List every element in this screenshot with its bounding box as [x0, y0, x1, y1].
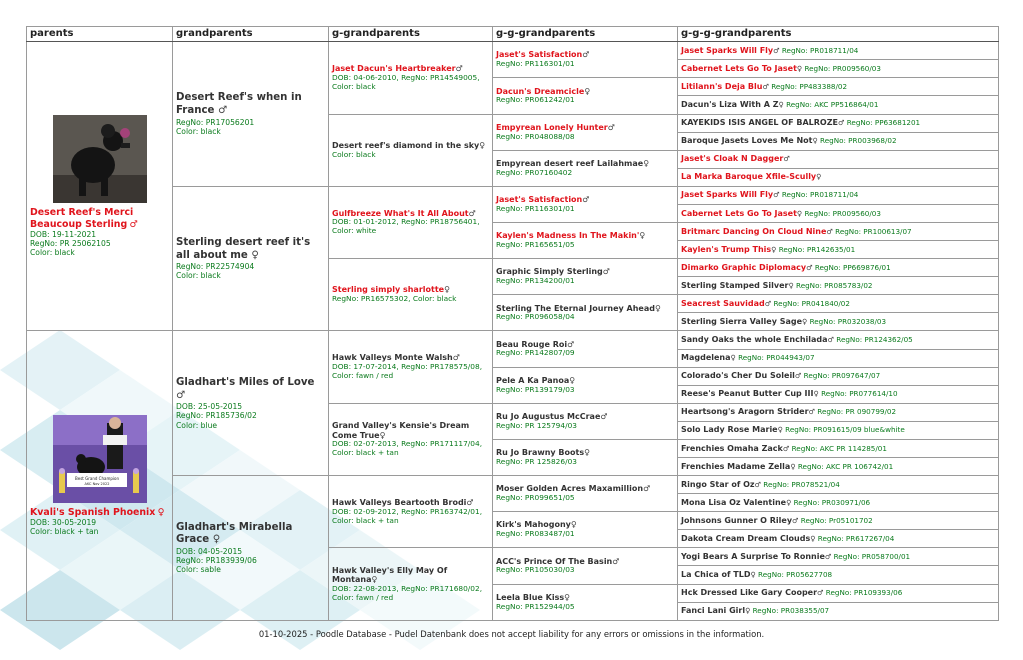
col-header-g-g-g-grandparents: g-g-g-grandparents [678, 27, 999, 42]
g-g-g-grandparent-reg: RegNo: PR109393/06 [825, 588, 903, 598]
g-g-g-grandparent-name: Reese's Peanut Butter Cup III [681, 389, 814, 399]
g-g-g-grandparent-reg: RegNo: PR617267/04 [817, 533, 895, 543]
g-g-g-grandparent-name: La Chica of TLD [681, 570, 751, 580]
g-g-g-grandparent-cell [678, 259, 999, 277]
sex-symbol: ♂ [567, 339, 575, 349]
sex-symbol: ♂ [582, 50, 590, 60]
g-grandparent-name: Hawk Valleys Beartooth Brodi [332, 497, 467, 507]
g-g-grandparent-name: Pele A Ka Panoa [496, 375, 570, 385]
sex-symbol: ♂ [217, 104, 228, 116]
g-g-g-grandparent-name: Cabernet Lets Go To Jaset [681, 63, 797, 73]
sex-symbol: ♂ [600, 412, 608, 422]
g-g-grandparent-cell [493, 186, 678, 222]
g-g-grandparent-reg: RegNo: PR099651/05 [496, 493, 575, 503]
g-g-grandparent-reg: RegNo: PR165651/05 [496, 239, 575, 249]
g-g-grandparent-reg: RegNo: PR07160402 [496, 167, 573, 177]
parent-color: Color: black [30, 248, 75, 258]
sex-symbol: ♂ [808, 407, 815, 417]
grandparent-name: Gladhart's Mirabella Grace [176, 521, 293, 546]
g-g-grandparent-name: Ru Jo Brawny Boots [496, 448, 585, 458]
g-g-g-grandparent-cell [678, 494, 999, 512]
sex-symbol: ♂ [773, 190, 780, 200]
sex-symbol: ♀ [816, 172, 822, 182]
parent-cell [27, 42, 173, 331]
g-grandparent-info: Color: fawn / red [332, 370, 394, 380]
header-row [27, 27, 999, 42]
g-g-g-grandparent-reg: RegNo: PR003968/02 [820, 136, 897, 146]
grandparent-cell [173, 476, 329, 621]
g-g-g-grandparent-reg: RegNo: PR100613/07 [835, 226, 912, 236]
grandparent-name-row [176, 92, 325, 118]
table-row [27, 42, 999, 60]
g-g-g-grandparent-reg: RegNo: PR05627708 [758, 570, 833, 580]
g-g-g-grandparent-cell [678, 512, 999, 530]
g-grandparent-cell [329, 476, 493, 548]
g-grandparent-info: DOB: 02-09-2012, RegNo: PR163742/01, [332, 506, 483, 516]
g-g-g-grandparent-name: Colorado's Cher Du Soleil [681, 371, 795, 381]
g-g-grandparent-cell [493, 78, 678, 114]
g-g-g-grandparent-name: La Marka Baroque Xfile-Scully [681, 172, 817, 182]
g-g-grandparent-cell [493, 114, 678, 150]
sex-symbol: ♂ [466, 497, 474, 507]
parent-cell [27, 331, 173, 621]
g-g-grandparent-reg: RegNo: PR 125794/03 [496, 420, 577, 430]
g-g-g-grandparent-cell [678, 548, 999, 566]
show-photo [53, 415, 147, 503]
sex-symbol: ♂ [783, 154, 790, 164]
sex-symbol: ♂ [129, 218, 138, 230]
g-g-g-grandparent-name: Britmarc Dancing On Cloud Nine [681, 226, 827, 236]
grandparent-cell [173, 331, 329, 476]
parent-reg: RegNo: PR 25062105 [30, 239, 111, 249]
g-grandparent-cell [329, 42, 493, 114]
g-g-g-grandparent-reg: RegNo: AKC PP516864/01 [786, 100, 879, 110]
g-grandparent-name: Jaset Dacun's Heartbreaker [332, 64, 456, 74]
g-g-grandparent-reg: RegNo: PR152944/05 [496, 601, 575, 611]
sex-symbol: ♂ [754, 479, 761, 489]
g-g-grandparent-cell [493, 439, 678, 475]
footer-disclaimer: 01-10-2025 - Poodle Database - Pudel Datenbank does not accept liability for any errors or omissions in the information. [258, 629, 765, 639]
g-g-g-grandparent-cell [678, 457, 999, 475]
g-g-grandparent-reg: RegNo: PR142807/09 [496, 348, 575, 358]
sex-symbol: ♂ [762, 81, 769, 91]
g-g-g-grandparent-name: Jaset Sparks Will Fly [681, 190, 774, 200]
g-g-g-grandparent-cell [678, 204, 999, 222]
sex-symbol: ♀ [812, 136, 818, 146]
g-g-g-grandparent-name: Magdelena [681, 353, 731, 363]
g-g-g-grandparent-cell [678, 295, 999, 313]
grandparent-reg: RegNo: PR183939/06 [176, 556, 257, 566]
g-g-g-grandparent-name: Seacrest Sauvidad [681, 298, 765, 308]
grandparent-reg: RegNo: PR17056201 [176, 117, 255, 127]
sex-symbol: ♂ [176, 389, 186, 401]
g-g-g-grandparent-reg: RegNo: PP669876/01 [814, 262, 891, 272]
g-g-g-grandparent-name: Fanci Lani Girl [681, 606, 746, 616]
col-header-grandparents: grandparents [173, 27, 329, 42]
g-g-g-grandparent-reg: RegNo: PP63681201 [846, 118, 921, 128]
g-grandparent-name-row [332, 566, 489, 586]
g-g-grandparent-reg: RegNo: PR096058/04 [496, 312, 575, 322]
g-g-g-grandparent-name: Baroque Jasets Loves Me Not [681, 136, 813, 146]
sex-symbol: ♂ [827, 335, 834, 345]
sex-symbol: ♀ [479, 140, 486, 150]
g-grandparent-name: Sterling simply sharlotte [332, 285, 445, 295]
sex-symbol: ♀ [786, 497, 792, 507]
grandparent-name: Gladhart's Miles of Love [176, 376, 315, 388]
g-g-g-grandparent-name: Cabernet Lets Go To Jaset [681, 208, 797, 218]
g-g-g-grandparent-name: Dakota Cream Dream Clouds [681, 533, 811, 543]
g-g-grandparent-cell [493, 295, 678, 331]
grandparent-name: Desert Reef's when in France [176, 92, 302, 116]
g-g-g-grandparent-cell [678, 602, 999, 620]
grandparent-name-row [176, 522, 325, 548]
g-g-g-grandparent-cell [678, 277, 999, 295]
g-grandparent-info: DOB: 02-07-2013, RegNo: PR171117/04, [332, 439, 483, 449]
g-g-g-grandparent-cell [678, 114, 999, 132]
g-g-g-grandparent-cell [678, 132, 999, 150]
g-grandparent-info: Color: white [332, 226, 377, 236]
grandparent-color: Color: black [176, 126, 221, 136]
g-g-g-grandparent-name: Frenchies Madame Zella [681, 461, 791, 471]
g-g-grandparent-cell [493, 548, 678, 584]
g-g-g-grandparent-name: Solo Lady Rose Marie [681, 425, 778, 435]
sex-symbol: ♀ [371, 575, 378, 585]
g-g-g-grandparent-reg: RegNo: PR038355/07 [752, 606, 830, 616]
sex-symbol: ♀ [788, 280, 794, 290]
g-grandparent-info: Color: black + tan [332, 515, 399, 525]
g-grandparent-cell [329, 331, 493, 403]
sex-symbol: ♂ [794, 371, 802, 381]
parent-name-row [30, 207, 169, 230]
col-header-g-g-grandparents: g-g-grandparents [493, 27, 678, 42]
g-g-g-grandparent-name: Heartsong's Aragorn Strider [681, 407, 809, 417]
g-g-grandparent-cell [493, 403, 678, 439]
g-g-g-grandparent-reg: RegNo: PR 090799/02 [817, 407, 897, 417]
g-g-grandparent-cell [493, 222, 678, 258]
grandparent-name-row [176, 237, 325, 263]
sex-symbol: ♂ [455, 64, 463, 74]
sex-symbol: ♀ [564, 592, 570, 602]
g-grandparent-cell [329, 259, 493, 331]
g-g-grandparent-name: Jaset's Satisfaction [496, 195, 583, 205]
grandparent-reg: RegNo: PR185736/02 [176, 411, 257, 421]
g-g-g-grandparent-cell [678, 476, 999, 494]
g-g-g-grandparent-cell [678, 78, 999, 96]
sex-symbol: ♀ [730, 353, 736, 363]
g-g-grandparent-name: Graphic Simply Sterling [496, 267, 603, 277]
g-g-grandparent-cell [493, 476, 678, 512]
g-g-grandparent-name: Moser Golden Acres Maxamillion [496, 484, 644, 494]
parent-dob: DOB: 19-11-2021 [30, 229, 97, 239]
g-g-grandparent-cell [493, 512, 678, 548]
g-g-g-grandparent-reg: RegNo: PR058700/01 [833, 552, 911, 562]
g-grandparent-name: Hawk Valleys Monte Walsh [332, 353, 453, 363]
g-g-g-grandparent-cell [678, 60, 999, 78]
sex-symbol: ♀ [771, 244, 777, 254]
g-g-g-grandparent-cell [678, 439, 999, 457]
g-g-g-grandparent-reg: RegNo: PR142635/01 [778, 244, 856, 254]
grandparent-name-row [176, 377, 325, 403]
sex-symbol: ♂ [452, 353, 460, 363]
g-g-grandparent-cell [493, 331, 678, 367]
g-g-g-grandparent-reg: RegNo: PR091615/09 blue&white [785, 425, 905, 435]
g-g-g-grandparent-cell [678, 241, 999, 259]
g-g-grandparent-reg: RegNo: PR134200/01 [496, 276, 575, 286]
g-grandparent-info: Color: black [332, 81, 376, 91]
g-g-grandparent-reg: RegNo: PR139179/03 [496, 384, 575, 394]
g-g-g-grandparent-reg: RegNo: PR018711/04 [781, 45, 859, 55]
g-grandparent-name: Grand Valley's Kensie's Dream Come True [332, 420, 470, 440]
grandparent-dob: DOB: 25-05-2015 [176, 402, 243, 412]
g-grandparent-info: DOB: 22-08-2013, RegNo: PR171680/02, [332, 584, 483, 594]
grandparent-color: Color: black [176, 271, 221, 281]
g-grandparent-cell [329, 114, 493, 186]
g-grandparent-info: DOB: 01-01-2012, RegNo: PR18756401, [332, 217, 480, 227]
sex-symbol: ♀ [745, 606, 751, 616]
parent-dob: DOB: 30-05-2019 [30, 518, 97, 528]
g-g-g-grandparent-cell [678, 168, 999, 186]
grandparent-dob: DOB: 04-05-2015 [176, 547, 243, 557]
g-g-g-grandparent-cell [678, 222, 999, 240]
g-g-grandparent-name: Leela Blue Kiss [496, 592, 565, 602]
sex-symbol: ♀ [810, 533, 816, 543]
sex-symbol: ♀ [639, 231, 646, 241]
g-g-g-grandparent-cell [678, 313, 999, 331]
sex-symbol: ♂ [824, 552, 832, 562]
sex-symbol: ♀ [584, 448, 590, 458]
sex-symbol: ♀ [379, 430, 386, 440]
g-g-grandparent-reg: RegNo: PR083487/01 [496, 529, 575, 539]
g-g-g-grandparent-name: Yogi Bears A Surprise To Ronnie [681, 552, 825, 562]
sex-symbol: ♂ [612, 556, 620, 566]
g-g-g-grandparent-reg: RegNo: AKC PR 106742/01 [797, 461, 894, 471]
sex-symbol: ♀ [570, 520, 577, 530]
g-g-g-grandparent-reg: RegNo: PR044943/07 [738, 353, 815, 363]
grandparent-color: Color: blue [176, 420, 218, 430]
sex-symbol: ♀ [802, 317, 808, 326]
sex-symbol: ♂ [468, 208, 476, 218]
g-g-grandparent-name: Beau Rouge Roi [496, 339, 568, 349]
g-grandparent-info: DOB: 17-07-2014, RegNo: PR178575/08, [332, 362, 483, 372]
g-g-g-grandparent-reg: RegNo: PP483388/02 [771, 81, 848, 91]
sex-symbol: ♀ [569, 375, 576, 385]
sex-symbol: ♀ [157, 506, 165, 518]
g-g-g-grandparent-cell [678, 367, 999, 385]
g-g-g-grandparent-cell [678, 150, 999, 168]
g-grandparent-info: Color: black + tan [332, 448, 399, 458]
g-grandparent-name: Hawk Valley's Elly May Of Montana [332, 565, 448, 585]
g-g-g-grandparent-name: Mona Lisa Oz Valentine [681, 497, 787, 507]
g-g-grandparent-name: ACC's Prince Of The Basin [496, 556, 613, 566]
g-g-g-grandparent-name: Hck Dressed Like Gary Cooper [681, 588, 818, 598]
g-g-grandparent-name: Sterling The Eternal Journey Ahead [496, 303, 655, 313]
sex-symbol: ♂ [764, 298, 772, 308]
sex-symbol: ♂ [806, 262, 813, 272]
g-g-g-grandparent-reg: RegNo: AKC PR 114285/01 [791, 443, 887, 453]
grandparent-color: Color: sable [176, 565, 221, 575]
sex-symbol: ♂ [782, 443, 790, 453]
sex-symbol: ♂ [643, 484, 651, 494]
g-g-g-grandparent-reg: RegNo: PR077614/10 [821, 389, 898, 399]
grandparent-cell [173, 186, 329, 331]
sex-symbol: ♀ [790, 461, 796, 471]
table-row [27, 186, 999, 204]
sex-symbol: ♀ [654, 303, 661, 313]
g-grandparent-info: RegNo: PR16575302, Color: black [332, 294, 457, 304]
g-g-g-grandparent-reg: RegNo: PR041840/02 [773, 298, 850, 308]
sex-symbol: ♀ [643, 158, 650, 168]
g-g-g-grandparent-cell [678, 186, 999, 204]
photo-caption-b: AKC Nov 2022 [84, 481, 109, 486]
g-grandparent-info: Color: fawn / red [332, 592, 394, 602]
g-g-grandparent-reg: RegNo: PR 125826/03 [496, 456, 577, 466]
parent-color: Color: black + tan [30, 527, 99, 537]
sex-symbol: ♀ [796, 208, 803, 218]
g-g-g-grandparent-name: Sandy Oaks the whole Enchilada [681, 335, 828, 345]
sex-symbol: ♀ [444, 285, 450, 295]
g-g-g-grandparent-reg: RegNo: PR009560/03 [804, 208, 881, 218]
sex-symbol: ♀ [813, 389, 819, 399]
sex-symbol: ♀ [251, 249, 259, 261]
g-g-g-grandparent-cell [678, 42, 999, 60]
sex-symbol: ♂ [837, 118, 845, 128]
g-g-g-grandparent-name: Litilann's Deja Blu [681, 81, 763, 91]
g-g-g-grandparent-name: Johnsons Gunner O Riley [681, 515, 793, 525]
g-g-g-grandparent-cell [678, 566, 999, 584]
g-g-g-grandparent-reg: RegNo: PR097647/07 [803, 371, 881, 381]
g-g-g-grandparent-name: Jaset's Cloak N Dagger [681, 154, 784, 164]
table-row [27, 476, 999, 494]
g-grandparent-cell [329, 548, 493, 621]
sex-symbol: ♀ [584, 86, 591, 96]
col-header-parents: parents [27, 27, 173, 42]
g-g-grandparent-name: Kaylen's Madness In The Makin' [496, 231, 640, 241]
g-g-g-grandparent-name: Sterling Sierra Valley Sage [681, 317, 803, 326]
g-g-grandparent-cell [493, 42, 678, 78]
g-g-g-grandparent-reg: RegNo: PR032038/03 [809, 317, 887, 326]
g-g-grandparent-reg: RegNo: PR048088/08 [496, 131, 575, 141]
g-g-grandparent-name: Dacun's Dreamcicle [496, 86, 585, 96]
g-g-g-grandparent-name: Kaylen's Trump This [681, 244, 772, 254]
sex-symbol: ♂ [817, 588, 824, 598]
g-g-g-grandparent-cell [678, 403, 999, 421]
g-g-grandparent-name: Empyrean Lonely Hunter [496, 122, 608, 132]
g-grandparent-cell [329, 186, 493, 258]
sex-symbol: ♀ [777, 425, 783, 435]
g-g-g-grandparent-reg: RegNo: Pr05101702 [800, 515, 873, 525]
parent-name: Desert Reef's Merci Beaucoup Sterling [30, 207, 134, 230]
dog-photo [53, 115, 147, 203]
g-g-g-grandparent-reg: RegNo: PR078521/04 [763, 479, 840, 489]
sex-symbol: ♂ [773, 45, 780, 55]
table-row [27, 331, 999, 349]
g-g-grandparent-name: Jaset's Satisfaction [496, 50, 583, 60]
sex-symbol: ♂ [582, 195, 590, 205]
g-grandparent-name: Gulfbreeze What's It All About [332, 208, 469, 218]
g-g-g-grandparent-cell [678, 331, 999, 349]
sex-symbol: ♂ [792, 515, 799, 525]
grandparent-name: Sterling desert reef it's all about me [176, 236, 311, 261]
parent-name-row [30, 507, 169, 518]
pedigree-table [26, 26, 999, 621]
g-g-grandparent-reg: RegNo: PR116301/01 [496, 203, 575, 213]
sex-symbol: ♂ [602, 267, 610, 277]
g-g-g-grandparent-name: Dimarko Graphic Diplomacy [681, 262, 807, 272]
g-g-grandparent-name: Empyrean desert reef Lailahmae [496, 158, 644, 168]
g-grandparent-cell [329, 403, 493, 475]
g-g-grandparent-cell [493, 150, 678, 186]
g-g-grandparent-cell [493, 367, 678, 403]
grandparent-cell [173, 42, 329, 187]
g-grandparent-info: DOB: 04-06-2010, RegNo: PR14549005, [332, 72, 480, 82]
g-g-grandparent-reg: RegNo: PR116301/01 [496, 59, 575, 69]
parent-name: Kvali's Spanish Phoenix [30, 506, 156, 518]
g-g-g-grandparent-name: Frenchies Omaha Zack [681, 443, 783, 453]
g-g-g-grandparent-reg: RegNo: PR009560/03 [804, 63, 881, 73]
sex-symbol: ♂ [826, 226, 833, 236]
sex-symbol: ♂ [607, 122, 615, 132]
sex-symbol: ♀ [212, 534, 221, 546]
g-g-grandparent-reg: RegNo: PR105030/03 [496, 565, 575, 575]
g-g-g-grandparent-cell [678, 349, 999, 367]
g-grandparent-info: Color: black [332, 149, 376, 159]
g-g-g-grandparent-reg: RegNo: PR030971/06 [793, 497, 871, 507]
col-header-g-grandparents: g-grandparents [329, 27, 493, 42]
sex-symbol: ♀ [796, 63, 803, 73]
sex-symbol: ♀ [778, 100, 784, 110]
g-g-grandparent-name: Ru Jo Augustus McCrae [496, 412, 601, 422]
g-g-grandparent-cell [493, 259, 678, 295]
g-g-g-grandparent-cell [678, 96, 999, 114]
g-g-g-grandparent-cell [678, 385, 999, 403]
sex-symbol: ♀ [750, 570, 756, 580]
g-g-g-grandparent-reg: RegNo: PR018711/04 [781, 190, 859, 200]
g-g-grandparent-cell [493, 584, 678, 620]
g-g-g-grandparent-cell [678, 530, 999, 548]
g-g-g-grandparent-cell [678, 421, 999, 439]
g-grandparent-name-row [332, 421, 489, 441]
g-g-g-grandparent-name: Ringo Star of Oz [681, 479, 755, 489]
g-g-g-grandparent-name: Sterling Stamped Silver [681, 280, 789, 290]
g-g-g-grandparent-reg: RegNo: PR124362/05 [836, 335, 913, 345]
grandparent-reg: RegNo: PR22574904 [176, 262, 255, 272]
g-g-g-grandparent-name: Jaset Sparks Will Fly [681, 45, 774, 55]
g-g-g-grandparent-cell [678, 584, 999, 602]
g-g-g-grandparent-name: KAYEKIDS ISIS ANGEL OF BALROZE [681, 118, 838, 128]
g-g-grandparent-reg: RegNo: PR061242/01 [496, 95, 575, 105]
g-g-grandparent-name: Kirk's Mahogony [496, 520, 571, 530]
g-g-g-grandparent-reg: RegNo: PR085783/02 [796, 280, 873, 290]
g-g-g-grandparent-name: Dacun's Liza With A Z [681, 100, 779, 110]
g-grandparent-name: Desert reef's diamond in the sky [332, 140, 480, 150]
photo-caption-a: Best Grand Champion [74, 475, 119, 481]
